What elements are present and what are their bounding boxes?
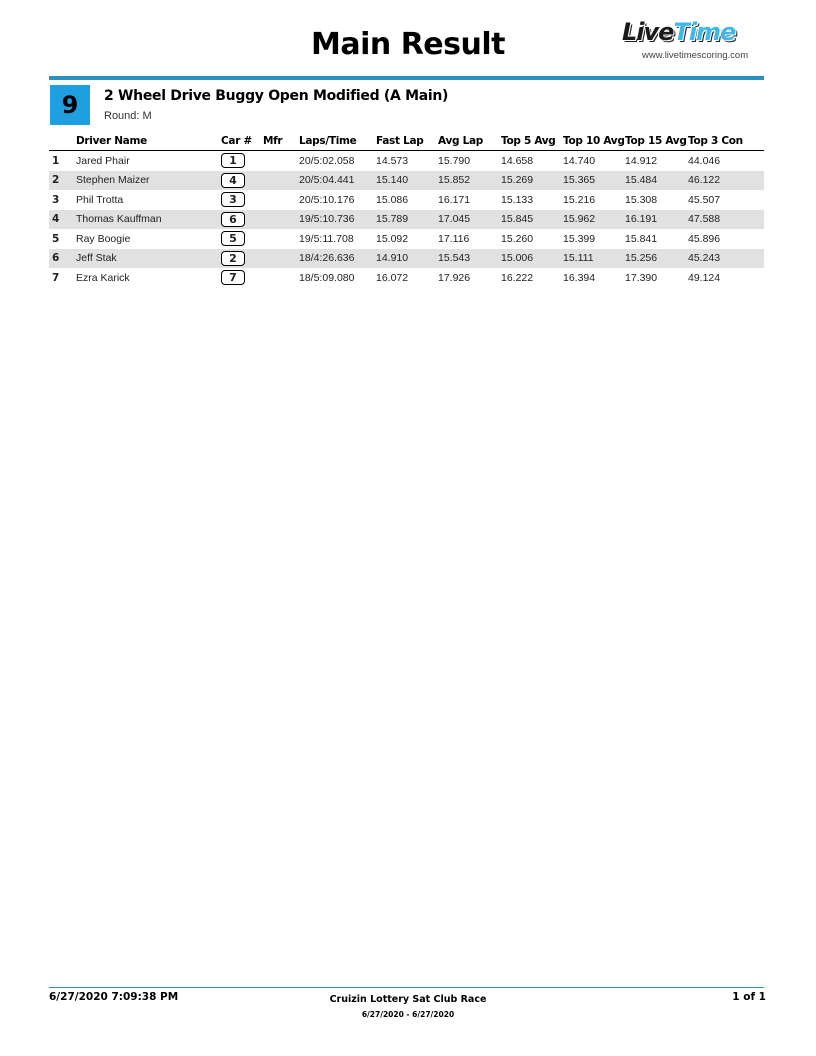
position: 7 <box>52 271 60 284</box>
page-number: 1 of 1 <box>732 991 766 1003</box>
event-name: Cruizin Lottery Sat Club Race <box>329 994 487 1005</box>
laps-time: 18/4:26.636 <box>299 249 376 269</box>
car-number-badge: 3 <box>221 192 245 207</box>
table-row <box>49 210 764 230</box>
top15-avg: 15.841 <box>625 232 658 245</box>
fast-lap: 15.086 <box>376 193 409 206</box>
results-table <box>49 132 764 288</box>
mfr <box>263 171 299 191</box>
avg-lap: 17.045 <box>438 210 501 230</box>
car-number-badge: 1 <box>221 153 245 168</box>
car-number-badge: 6 <box>221 212 245 227</box>
fast-lap: 16.072 <box>376 271 409 284</box>
top10-avg: 16.394 <box>563 271 596 284</box>
col-pos <box>49 132 76 151</box>
avg-lap: 17.926 <box>438 271 471 284</box>
livetime-logo <box>622 18 766 64</box>
avg-lap: 16.171 <box>438 193 471 206</box>
top3-con: 45.507 <box>688 193 721 206</box>
top5-avg: 16.222 <box>501 271 534 284</box>
mfr <box>263 249 299 269</box>
driver-name: Jeff Stak <box>76 249 221 269</box>
laps-time: 20/5:04.441 <box>299 171 376 191</box>
position: 6 <box>49 249 76 269</box>
driver-name: Phil Trotta <box>76 193 124 206</box>
car-number-badge: 4 <box>221 173 245 188</box>
laps-time: 20/5:02.058 <box>299 154 355 167</box>
top5-avg: 15.845 <box>501 210 563 230</box>
laps-time: 19/5:11.708 <box>299 232 354 245</box>
position: 1 <box>52 154 60 167</box>
driver-name: Ray Boogie <box>76 232 131 245</box>
top3-con: 45.896 <box>688 232 721 245</box>
top15-avg: 17.390 <box>625 271 658 284</box>
position: 3 <box>52 193 60 206</box>
mfr <box>263 151 299 171</box>
footer-divider <box>49 987 764 988</box>
page-title: Main Result <box>311 27 505 62</box>
driver-name: Jared Phair <box>76 154 130 167</box>
table-row <box>49 268 764 288</box>
avg-lap: 17.116 <box>438 232 470 245</box>
table-row <box>49 171 764 191</box>
driver-name: Ezra Karick <box>76 271 130 284</box>
mfr <box>263 210 299 230</box>
results-header-row <box>49 132 764 151</box>
laps-time: 19/5:10.736 <box>299 210 376 230</box>
top15-avg: 16.191 <box>625 210 688 230</box>
event-date-range: 6/27/2020 - 6/27/2020 <box>361 1010 455 1019</box>
position: 4 <box>49 210 76 230</box>
avg-lap: 15.790 <box>438 154 471 167</box>
top10-avg: 15.216 <box>563 193 596 206</box>
mfr <box>263 190 299 210</box>
col-top10-avg: Top 10 Avg <box>563 132 625 151</box>
col-top15-avg: Top 15 Avg <box>625 132 688 151</box>
heat-number-badge: 9 <box>50 85 90 125</box>
position: 5 <box>52 232 60 245</box>
top5-avg: 15.269 <box>501 171 563 191</box>
fast-lap: 15.140 <box>376 171 438 191</box>
header-divider <box>49 76 764 80</box>
top10-avg: 15.365 <box>563 171 625 191</box>
top15-avg: 15.484 <box>625 171 688 191</box>
top5-avg: 14.658 <box>501 154 534 167</box>
top5-avg: 15.006 <box>501 249 563 269</box>
logo-wordmark: LiveTime <box>622 18 736 46</box>
driver-name: Stephen Maizer <box>76 171 221 191</box>
top10-avg: 15.962 <box>563 210 625 230</box>
col-top3-con: Top 3 Con <box>688 132 764 151</box>
col-fast-lap: Fast Lap <box>376 132 438 151</box>
mfr <box>263 268 299 288</box>
table-row <box>49 151 764 171</box>
top15-avg: 15.256 <box>625 249 688 269</box>
col-car-number: Car # <box>221 132 263 151</box>
top5-avg: 15.133 <box>501 193 534 206</box>
fast-lap: 14.910 <box>376 249 438 269</box>
car-number-badge: 2 <box>221 251 245 266</box>
laps-time: 18/5:09.080 <box>299 271 355 284</box>
printed-timestamp: 6/27/2020 7:09:38 PM <box>49 991 179 1003</box>
driver-name: Thomas Kauffman <box>76 210 221 230</box>
avg-lap: 15.852 <box>438 171 501 191</box>
col-driver-name: Driver Name <box>76 132 221 151</box>
col-laps-time: Laps/Time <box>299 132 376 151</box>
col-top5-avg: Top 5 Avg <box>501 132 563 151</box>
top3-con: 45.243 <box>688 249 764 269</box>
table-row <box>49 229 764 249</box>
laps-time: 20/5:10.176 <box>299 193 355 206</box>
col-avg-lap: Avg Lap <box>438 132 501 151</box>
avg-lap: 15.543 <box>438 249 501 269</box>
top3-con: 47.588 <box>688 210 764 230</box>
top5-avg: 15.260 <box>501 232 534 245</box>
car-number-badge: 7 <box>221 270 245 285</box>
top15-avg: 14.912 <box>625 154 658 167</box>
car-number-badge: 5 <box>221 231 245 246</box>
table-row <box>49 190 764 210</box>
fast-lap: 15.092 <box>376 232 409 245</box>
top3-con: 46.122 <box>688 171 764 191</box>
round-label: Round: M <box>104 110 152 122</box>
col-mfr: Mfr <box>263 132 299 151</box>
top10-avg: 15.399 <box>563 232 596 245</box>
position: 2 <box>49 171 76 191</box>
table-row <box>49 249 764 269</box>
top10-avg: 14.740 <box>563 154 596 167</box>
top15-avg: 15.308 <box>625 193 658 206</box>
fast-lap: 14.573 <box>376 154 409 167</box>
mfr <box>263 229 299 249</box>
logo-url: www.livetimescoring.com <box>642 50 749 61</box>
top10-avg: 15.111 <box>563 249 625 269</box>
fast-lap: 15.789 <box>376 210 438 230</box>
top3-con: 49.124 <box>688 271 721 284</box>
race-name: 2 Wheel Drive Buggy Open Modified (A Main) <box>104 88 449 104</box>
top3-con: 44.046 <box>688 154 721 167</box>
